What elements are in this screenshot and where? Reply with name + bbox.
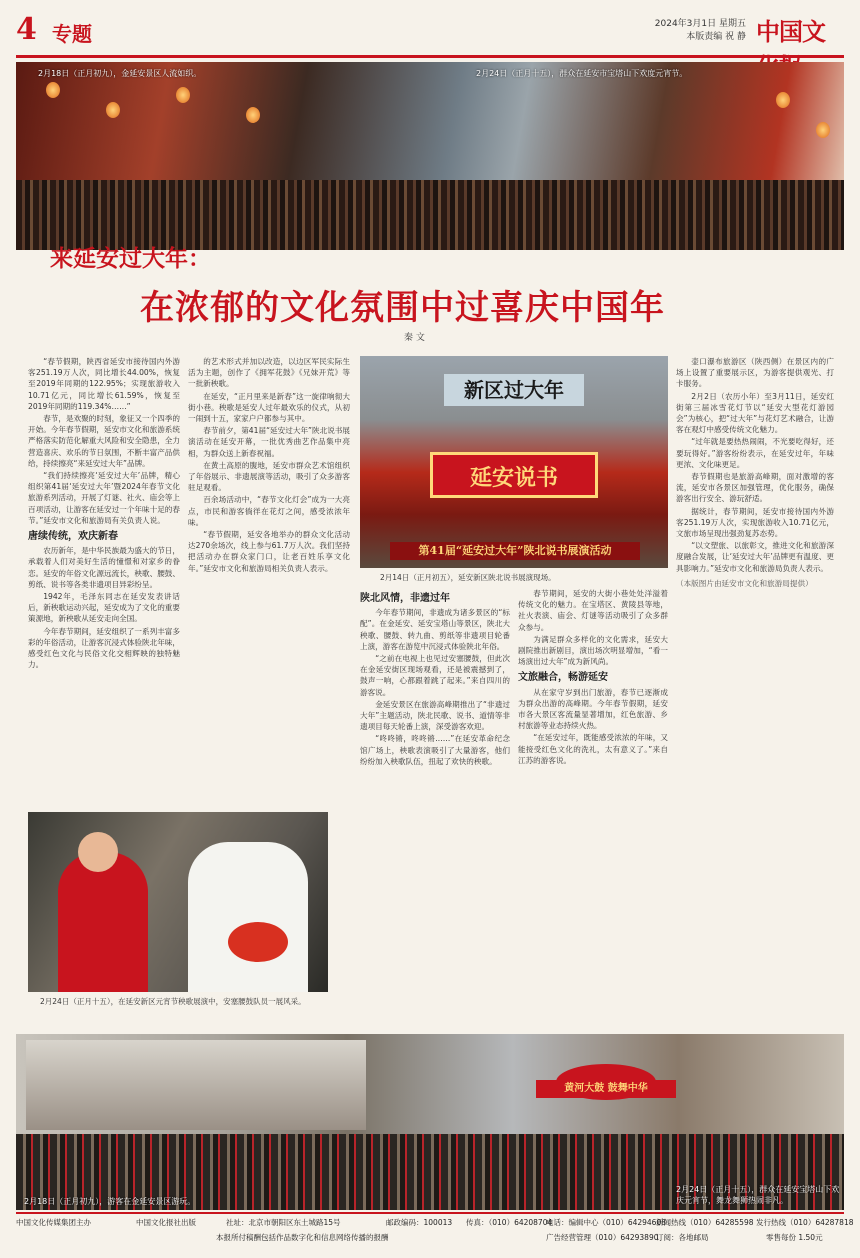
editor-credit: 本版责编 祝 静 [686, 32, 746, 42]
article-column-1 [28, 356, 180, 804]
paragraph: “我们持续擦亮‘延安过大年’品牌，精心组织第41届‘延安过大年’暨2024年春节文化旅游系列活动，开展了灯谜、社火、庙会等上百项活动，让游客在延安过一个年味十足的春节。”延安市文化和旅游局有关负责人说。 [28, 471, 180, 525]
paragraph: “春节假期，陕西省延安市接待国内外游客251.19万人次，同比增长44.00%，恢复至2019年同期的122.95%；实现旅游收入10.71亿元，同比增长61.59%，恢复至2019年同期的119.34%……” [28, 357, 180, 411]
footer-publisher: 中国文化报社出版 [136, 1218, 196, 1227]
footer-fax: 传真：（010）64208704 [466, 1218, 553, 1227]
paragraph: 从在家守岁到出门旅游，春节已逐渐成为群众出游的高峰期。今年春节假期，延安市各大景区客流量显著增加，红色旅游、乡村旅游等业态持续火热。 [518, 687, 668, 731]
article-column-5 [676, 356, 834, 1024]
waist-drum-photo [28, 812, 328, 992]
paragraph: 今年春节期间，非遗成为诸多景区的“标配”。在金延安、延安宝塔山等景区，陕北大秧歌、腰鼓、转九曲、剪纸等非遗项目轮番上演，游客在游览中沉浸式体验陕北年俗。 [360, 608, 510, 651]
paragraph: 春节前夕，第41届“延安过大年”陕北说书展演活动在延安开幕，一批优秀曲艺作品集中亮相，为群众送上新春祝福。 [188, 426, 350, 458]
section-title: 专题 [52, 22, 92, 46]
section-heading: 唐续传统，欢庆新春 [28, 531, 118, 543]
paragraph: 春节期间，延安的大街小巷处处洋溢着传统文化的魅力。在宝塔区、黄陵县等地，社火表演、庙会、灯谜等活动吸引了众多群众参与。 [518, 589, 668, 632]
paragraph: “之前在电视上也见过安塞腰鼓，但此次在金延安街区现场观看，还是被震撼到了，鼓声一响，心都跟着跳了起来。”来自四川的游客说。 [360, 654, 510, 697]
paragraph: 2月2日（农历小年）至3月11日，延安红街第三届冰雪花灯节以“延安大型花灯游园会”为核心，把“过大年”与花灯艺术融合，让游客在观灯中感受传统文化魅力。 [676, 391, 834, 435]
lantern-icon [106, 102, 120, 118]
paragraph: 的艺术形式并加以改造，以边区军民实际生活为主题，创作了《拥军花鼓》《兄妹开荒》等一批新秧歌。 [188, 357, 350, 389]
paragraph: 春节假期也是旅游高峰期，面对激增的客流，延安市各景区加强管理，优化服务，确保游客出行安全、游玩舒适。 [676, 472, 834, 504]
paragraph: 农历新年，是中华民族最为盛大的节日，承载着人们对美好生活的憧憬和对家乡的眷恋。延安的年俗文化源远流长，秧歌、腰鼓、剪纸、说书等各类非遗项目异彩纷呈。 [28, 546, 180, 589]
footer-zip: 邮政编码：100013 [386, 1218, 453, 1227]
footer-ads: 广告经营管理（010）64293890 [546, 1233, 659, 1242]
paragraph: 在黄土高原的腹地，延安市群众艺术馆组织了年俗展示、非遗展演等活动，吸引了众多游客驻足观看。 [188, 460, 350, 493]
paragraph: “咚咚锵，咚咚锵……”在延安革命纪念馆广场上，秧歌表演吸引了大量游客，他们纷纷加入秧歌队伍，扭起了欢快的秧歌。 [360, 734, 510, 766]
stage-sub-banner: 第41届“延安过大年”陕北说书展演活动 [390, 542, 640, 560]
stage-banner: 新区过大年 [444, 374, 584, 406]
bottom-photo-caption-right: 2月24日（正月十五），群众在延安宝塔山下欢庆元宵节，舞龙舞狮热闹非凡。 [676, 1185, 840, 1205]
paragraph: 今年春节期间，延安组织了一系列丰富多彩的年俗活动，让游客沉浸式体验陕北年味，感受红色文化与民俗文化交相辉映的独特魅力。 [28, 626, 180, 670]
performer-face [78, 832, 118, 872]
article-column-3 [360, 588, 510, 1024]
paragraph: 据统计，春节期间，延安市接待国内外游客251.19万人次，实现旅游收入10.71亿元，文旅市场呈现出强劲复苏态势。 [676, 506, 834, 539]
footer-subscribe: 订阅：各地邮局 [656, 1233, 709, 1242]
paragraph: 1942年，毛泽东同志在延安发表讲话后，新秧歌运动兴起，延安成为了文化的重要策源地，新秧歌从延安走向全国。 [28, 592, 180, 624]
performer-figure [58, 852, 148, 992]
paragraph: “以文塑旅、以旅彰文，推进文化和旅游深度融合发展，让‘延安过大年’品牌更有温度、更具影响力。”延安市文化和旅游局负责人表示。 [676, 541, 834, 573]
photo-credit-note: （本版图片由延安市文化和旅游局提供） [676, 578, 813, 588]
paragraph: 为满足群众多样化的文化需求，延安大剧院推出新剧目，演出场次明显增加，“看一场演出过大年”成为新风尚。 [518, 634, 668, 667]
author-byline: 秦 文 [404, 333, 425, 343]
top-photo [16, 62, 844, 250]
bottom-photo [16, 1034, 844, 1210]
paragraph: 金延安景区在旅游高峰期推出了“非遗过大年”主题活动，陕北民歌、说书、道情等非遗项目每天轮番上演，深受游客欢迎。 [360, 699, 510, 732]
drum-icon [228, 922, 288, 962]
headline-title: 在浓郁的文化氛围中过喜庆中国年 [140, 288, 665, 328]
section-heading: 陕北风情，非遗过年 [360, 593, 450, 604]
lantern-icon [46, 82, 60, 98]
page-number: 4 [16, 12, 37, 47]
footer-editorial: 电话：编辑中心（010）64294608 [546, 1218, 666, 1227]
stage-sign: 延安说书 [430, 452, 598, 498]
lantern-icon [246, 107, 260, 123]
stage-banner: 黄河大鼓 鼓舞中华 [536, 1080, 676, 1098]
footer-host: 中国文化传媒集团主办 [16, 1218, 91, 1227]
top-photo-caption-left: 2月18日（正月初九），金延安景区人流如织。 [38, 69, 202, 78]
footer-note: 本报所付稿酬包括作品数字化和信息网络传播的报酬 [216, 1233, 389, 1242]
date-block [646, 18, 746, 44]
lantern-icon [816, 122, 830, 138]
article-column-2 [188, 356, 350, 804]
paragraph: 春节，是欢聚的时刻，象征又一个四季的开始。今年春节假期，延安市文化和旅游系统严格落实防范化解重大风险和安全隐患，全力营造喜庆、欢乐的节日氛围，不断丰富产品供给，持续擦亮“来延安过大年”品牌。 [28, 414, 180, 468]
footer-dist: 发行热线（010）64287818 [756, 1218, 854, 1227]
lantern-icon [176, 87, 190, 103]
headline-subtitle: 来延安过大年： [50, 245, 211, 272]
footer-price: 零售每份 1.50元 [766, 1233, 823, 1242]
paragraph: “春节假期，延安各地举办的群众文化活动达270余场次，线上参与61.7万人次。我们坚持把活动办在群众家门口，让老百姓乐享文化年。”延安市文化和旅游局相关负责人表示。 [188, 530, 350, 573]
drummer-figure [188, 842, 308, 992]
footer [16, 1212, 854, 1252]
issue-date: 2024年3月1日 星期五 [654, 19, 746, 29]
paragraph: “过年就是要热热闹闹，不光要吃得好，还要玩得好。”游客纷纷表示，在延安过年，年味更浓、文化味更足。 [676, 437, 834, 469]
lantern-icon [776, 92, 790, 108]
masthead [16, 10, 844, 52]
header-rule [16, 55, 844, 58]
temple-building [26, 1040, 366, 1130]
top-photo-caption-right: 2月24日（正月十五），群众在延安市宝塔山下欢度元宵节。 [476, 69, 688, 78]
paragraph: “在延安过年，既能感受浓浓的年味，又能接受红色文化的洗礼，太有意义了。”来自江苏的游客说。 [518, 733, 668, 765]
footer-news: 新闻热线（010）64285598 [656, 1218, 754, 1227]
stage-photo [360, 356, 668, 568]
article-column-4 [518, 588, 668, 1024]
section-heading: 文旅融合，畅游延安 [518, 672, 608, 684]
paragraph: 百余场活动中，“春节文化灯会”成为一大亮点，市民和游客徜徉在花灯之间，感受浓浓年味。 [188, 495, 350, 527]
paragraph: 壶口瀑布旅游区（陕西侧）在景区内的广场上设置了重要展示区，为游客提供观光、打卡服务。 [676, 357, 834, 389]
footer-address: 社址：北京市朝阳区东土城路15号 [226, 1218, 341, 1227]
paragraph: 在延安，“正月里来是新春”这一旋律响彻大街小巷。秧歌是延安人过年最欢乐的仪式，从初一闹到十五，家家户户都参与其中。 [188, 391, 350, 424]
bottom-photo-caption-left: 2月18日（正月初九），游客在金延安景区游玩。 [24, 1197, 196, 1206]
stage-photo-caption: 2月14日（正月初五），延安新区陕北说书展演现场。 [380, 573, 556, 582]
waist-drum-caption: 2月24日（正月十五），在延安新区元宵节秧歌展演中，安塞腰鼓队员一展风采。 [40, 997, 306, 1006]
newspaper-logo: 中国文 [756, 17, 825, 46]
